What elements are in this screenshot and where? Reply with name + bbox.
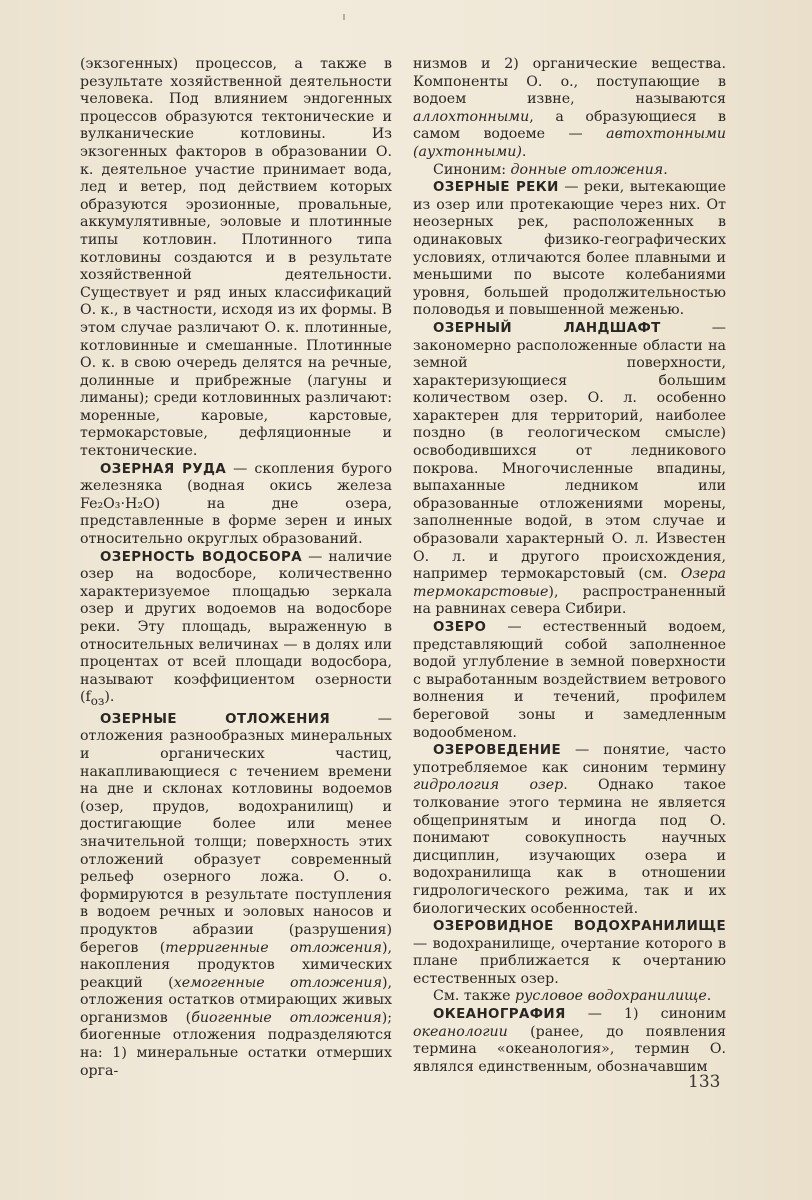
- entry-term: ОЗЕРНАЯ РУДА: [100, 461, 227, 477]
- entry-ozerovedenie: ОЗЕРОВЕДЕНИЕ — понятие, часто употребляемое как синоним термину гидрология озер. Однако такое толкование этого термина не является общепринятым и иногда под О. понимают совокупность научных дисциплин, изучающих озера и водохранилища как в отношении гидрологического режима, так и их биологических особенностей.: [413, 742, 726, 917]
- entry-term: ОЗЕРНЫЕ РЕКИ: [433, 180, 559, 196]
- entry-ozerny-landshaft: ОЗЕРНЫЙ ЛАНДШАФТ — закономерно расположенные области на земной поверхности, характеризующиеся большим количеством озер. О. л. особенно характерен для территорий, наиболее поздно (в геологическом смысле) освободившихся от ледникового покрова. Многочисленные впадины, выпаханные ледником или образованные отложениями морены, заполненные водой, в этом случае и образовали характерный О. л. Известен О. л. и другого происхождения, например термокарстовый (см. Озера термокарстовые), распространенный на равнинах севера Сибири.: [413, 319, 726, 618]
- page-number: 133: [688, 1072, 721, 1092]
- entry-ozernaya-ruda: ОЗЕРНАЯ РУДА — скопления бурого железняка (водная окись железа Fe₂O₃·H₂O) на дне озера, представленные в форме зерен и иных относительно округлых образований.: [80, 460, 392, 548]
- paragraph-continuation: (экзогенных) процессов, а также в результате хозяйственной деятельности человека. Под влиянием эндогенных процессов образуются тектонические и вулканические котловины. Из экзогенных факторов в образовании О. к. деятельное участие принимает вода, лед и ветер, под действием которых образуются эрозионные, провальные, аккумулятивные, эоловые и плотинные типы котловин. Плотинного типа котловины создаются и в результате хозяйственной деятельности. Существует и ряд иных классификаций О. к., в частности, исходя из их формы. В этом случае различают О. к. плотинные, котловинные и смешанные. Плотинные О. к. в свою очередь делятся на речные, долинные и прибрежные (лагуны и лиманы); среди котловинных различают: моренные, каровые, карстовые, термокарстовые, дефляционные и тектонические.: [80, 56, 392, 460]
- scan-mark: [343, 14, 345, 20]
- entry-ozernye-otlozheniya: ОЗЕРНЫЕ ОТЛОЖЕНИЯ — отложения разнообразных минеральных и органических частиц, накапливающиеся с течением времени на дне и склонах котловины водоемов (озер, прудов, водохранилищ) и достигающие более или менее значительной толщи; поверхность этих отложений образует современный рельеф озерного ложа. О. о. формируются в результате поступления в водоем речных и эоловых наносов и продуктов абразии (разрушения) берегов (терригенные отложения), накопления продуктов химических реакций (хемогенные отложения), отложения остатков отмирающих живых организмов (биогенные отложения); биогенные отложения подразделяются на: 1) минеральные остатки отмерших орга-: [80, 710, 393, 1079]
- entry-ozero: ОЗЕРО — естественный водоем, представляющий собой заполненное водой углубление в земной поверхности с выработанным воздействием ветрового волнения и течений, профилем береговой зоны и замедленным водообменом.: [413, 619, 726, 741]
- see-also-line: См. также русловое водохранилище.: [433, 988, 712, 1005]
- left-column: [80, 56, 392, 1080]
- right-column: [413, 56, 726, 1076]
- entry-term: ОЗЕРО: [433, 620, 487, 635]
- entry-term: ОЗЕРОВЕДЕНИЕ: [433, 743, 562, 759]
- entry-ozerovidnoe-vodokhranilishche: ОЗЕРОВИДНОЕ ВОДОХРАНИЛИЩЕ — водохранилище, очертание которого в плане приближается к очертанию естественных озер.: [413, 919, 726, 987]
- synonym-line: Синоним: донные отложения.: [433, 161, 668, 178]
- entry-term: ОЗЕРНОСТЬ ВОДОСБОРА: [100, 549, 302, 565]
- entry-ozernost-vodosbora: ОЗЕРНОСТЬ ВОДОСБОРА — наличие озер на водосборе, количественно характеризуемое площадью зеркала озер и других водоемов на водосборе реки. Эту площадь, выраженную в относительных величинах — в долях или процентах от всей площади водосбора, называют коэффициентом озерности $(f_{оз})$.: [80, 548, 393, 709]
- entry-term: ОЗЕРОВИДНОЕ ВОДОХРАНИЛИЩЕ: [433, 919, 726, 935]
- paragraph-continuation: низмов и 2) органические вещества. Компоненты О. о., поступающие в водоем извне, называются аллохтонными, а образующиеся в самом водоеме — автохтонными (аухтонными).: [413, 56, 726, 160]
- entry-term: ОЗЕРНЫЕ ОТЛОЖЕНИЯ: [100, 711, 331, 727]
- entry-term: ОЗЕРНЫЙ ЛАНДШАФТ: [433, 320, 661, 336]
- entry-term: ОКЕАНОГРАФИЯ: [433, 1007, 566, 1023]
- entry-ozernye-reki: ОЗЕРНЫЕ РЕКИ — реки, вытекающие из озер или протекающие через них. От неозерных рек, расположенных в одинаковых физико-географических условиях, отличаются более плавными и меньшими по высоте колебаниями уровня, большей продолжительностью половодья и повышенной меженью.: [413, 179, 726, 319]
- entry-okeanografiya: ОКЕАНОГРАФИЯ — 1) синоним океанологии (ранее, до появления термина «океанология», термин О. являлся единственным, обозначавшим: [413, 1006, 726, 1075]
